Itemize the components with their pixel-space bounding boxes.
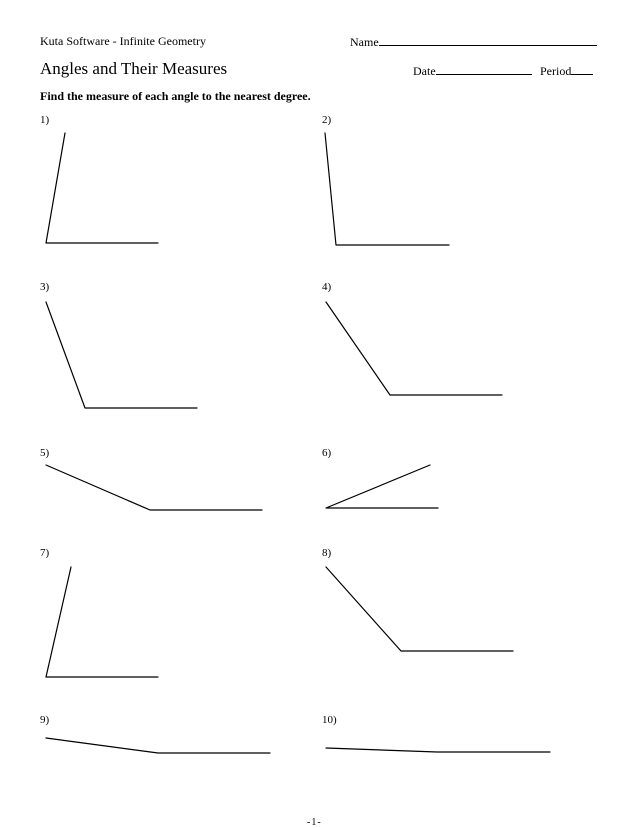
instructions: Find the measure of each angle to the nearest degree. (40, 89, 311, 103)
publisher-label: Kuta Software - Infinite Geometry (40, 34, 206, 48)
angle-9 (46, 738, 270, 753)
angle-4 (326, 302, 502, 395)
problem-number-4: 4) (322, 281, 332, 293)
problem-number-10: 10) (322, 714, 337, 726)
angle-10 (326, 748, 550, 752)
problem-number-5: 5) (40, 447, 50, 459)
page-number: -1- (307, 817, 322, 828)
angle-7 (46, 567, 158, 677)
problem-number-8: 8) (322, 547, 332, 559)
angle-3 (46, 302, 197, 408)
problem-number-9: 9) (40, 714, 50, 726)
problem-number-3: 3) (40, 281, 50, 293)
problem-number-6: 6) (322, 447, 332, 459)
problem-number-1: 1) (40, 114, 50, 126)
angle-5 (46, 465, 262, 510)
date-label: Date (413, 64, 436, 78)
name-label: Name (350, 35, 379, 49)
angle-8 (326, 567, 513, 651)
problem-number-2: 2) (322, 114, 332, 126)
angle-2 (325, 133, 449, 245)
angle-1 (46, 133, 158, 243)
problem-number-7: 7) (40, 547, 50, 559)
period-label: Period (540, 64, 572, 78)
worksheet-title: Angles and Their Measures (40, 59, 228, 78)
angle-6 (326, 465, 438, 508)
